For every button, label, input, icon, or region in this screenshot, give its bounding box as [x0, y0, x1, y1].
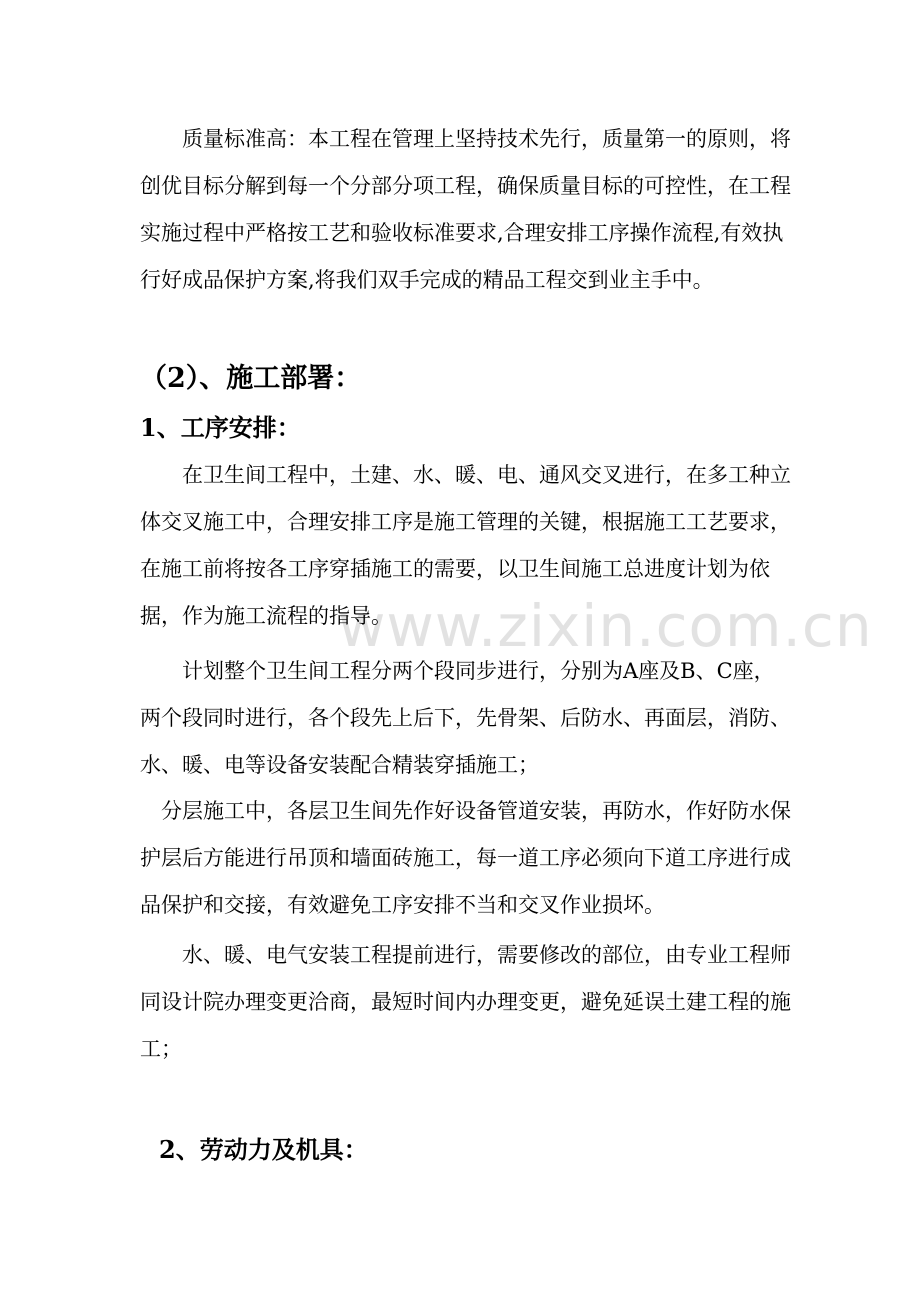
subheading-process-arrangement: 1、工序安排：: [140, 413, 301, 442]
subheading-labor-and-machinery: 2、劳动力及机具：: [159, 1135, 368, 1164]
section-heading-construction-deployment: （2）、施工部署：: [140, 363, 362, 394]
paragraph-installation-ahead: 水、暖、电气安装工程提前进行，需要修改的部位，由专业工程师同设计院办理变更洽商，最短时间内办理变更，避免延误土建工程的施工；: [140, 943, 791, 1061]
paragraph-two-sections-plan: 计划整个卫生间工程分两个段同步进行，分别为A座及B、C座，两个段同时进行，各个段先上后下，先骨架、后防水、再面层，消防、水、暖、电等设备安装配合精装穿插施工；: [140, 659, 791, 777]
paragraph-cross-construction: 在卫生间工程中，土建、水、暖、电、通风交叉进行，在多工种立体交叉施工中，合理安排工序是施工管理的关键，根据施工工艺要求，在施工前将按各工序穿插施工的需要，以卫生间施工总进度计划为依据，作为施工流程的指导。: [140, 463, 791, 628]
watermark: www.zixin.com.cn: [338, 592, 873, 660]
paragraph-layered-construction: 分层施工中，各层卫生间先作好设备管道安装，再防水，作好防水保护层后方能进行吊顶和墙面砖施工，每一道工序必须向下道工序进行成品保护和交接，有效避免工序安排不当和交叉作业损坏。: [140, 799, 791, 917]
paragraph-quality-standard: 质量标准高：本工程在管理上坚持技术先行，质量第一的原则，将创优目标分解到每一个分部分项工程，确保质量目标的可控性，在工程实施过程中严格按工艺和验收标准要求,合理安排工序操作流程,有效执行好成品保护方案,将我们双手完成的精品工程交到业主手中。: [140, 127, 791, 292]
